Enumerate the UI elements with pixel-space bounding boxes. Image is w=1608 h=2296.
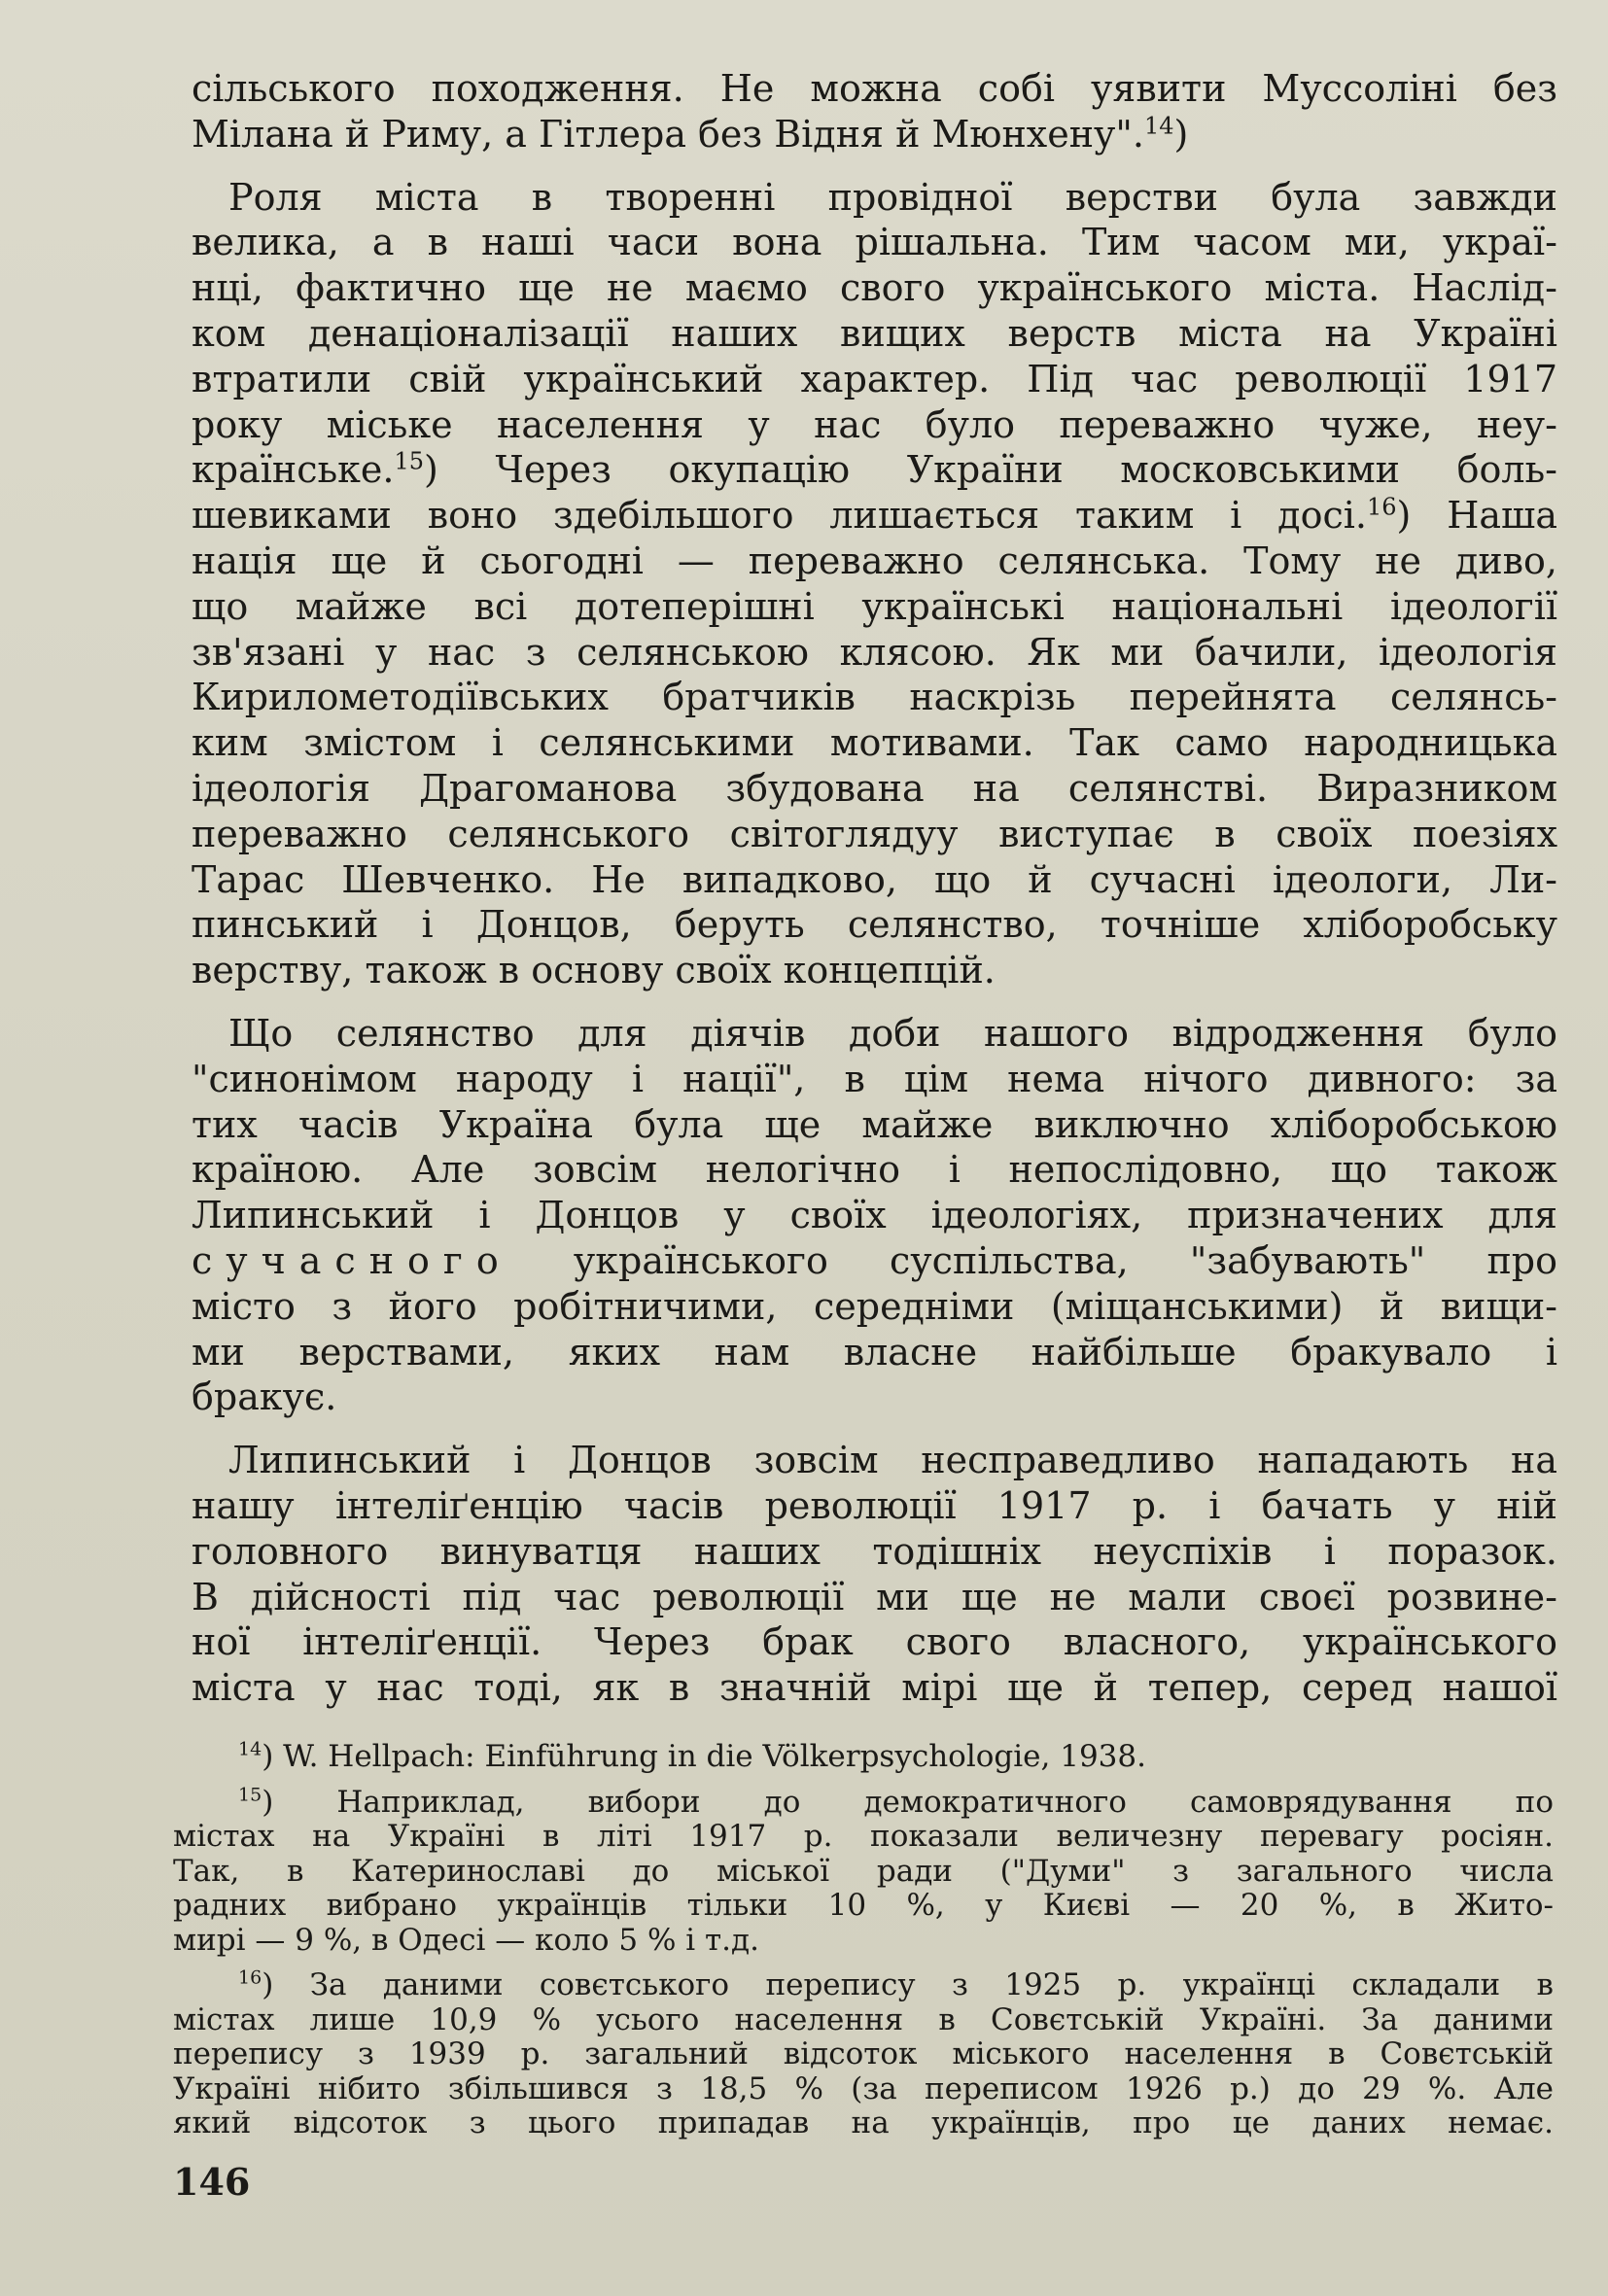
text-line: Мілана й Риму, а Гітлера без Відня й Мюнхену".$^{14}$)	[192, 112, 1189, 156]
footnote-ref: 14	[1143, 112, 1174, 140]
text-line: Липинський і Донцов зовсім несправедливо нападають на	[228, 1439, 1557, 1482]
footnote-ref: 15	[394, 447, 425, 475]
footnote-mark: 16	[238, 1968, 262, 1989]
paragraph-1	[192, 66, 1557, 157]
paragraph-4	[192, 1438, 1557, 1711]
text-line: ким змістом і селянськими мотивами. Так само народницька	[192, 721, 1557, 765]
text-line: Кирилометодіївських братчиків наскрізь перейнята селянсь-	[192, 676, 1557, 719]
text-line: велика, а в наші часи вона рішальна. Тим часом ми, украї-	[192, 221, 1557, 264]
text-line: "синонімом народу і нації", в цім нема нічого дивного: за	[192, 1057, 1557, 1100]
text-line: Роля міста в творенні провідної верстви була завжди	[228, 175, 1557, 219]
paragraph-3	[192, 1011, 1557, 1420]
text-line: втратили свій український характер. Під час революції 1917	[192, 357, 1557, 400]
paragraph-2	[192, 175, 1557, 993]
text-line: ної інтеліґенції. Через брак свого власного, українського	[192, 1620, 1557, 1664]
spaced-word: сучасного	[192, 1238, 512, 1282]
text-line: Що селянство для діячів доби нашого відродження було	[228, 1011, 1557, 1055]
footnote-15	[173, 1786, 1554, 1959]
footnote-line: Україні нібито збільшився з 18,5 % (за переписом 1926 р.) до 29 %. Але	[173, 2071, 1554, 2106]
text-line: нація ще й сьогодні — переважно селянська. Тому не диво,	[192, 539, 1557, 582]
text-line: зв'язані у нас з селянською клясою. Як ми бачили, ідеологія	[192, 630, 1557, 674]
footnote-line: який відсоток з цього припадав на українців, про це даних немає.	[173, 2106, 1554, 2140]
footnote-line: мирі — 9 %, в Одесі — коло 5 % і т.д.	[173, 1923, 759, 1958]
text-line: ідеологія Драгоманова збудована на селянстві. Виразником	[192, 766, 1557, 810]
text-line: головного винуватця наших тодішніх неуспіхів і поразок.	[192, 1529, 1557, 1573]
footnote-16	[173, 1968, 1554, 2141]
text-line: ми верствами, яких нам власне найбільше бракувало і	[192, 1330, 1557, 1374]
text-line: бракує.	[192, 1375, 337, 1419]
text-line: В дійсності під час революції ми ще не мали своєї розвине-	[192, 1575, 1557, 1618]
text-line: ком денаціоналізації наших вищих верств міста на Україні	[192, 311, 1557, 355]
text-line: сільського походження. Не можна собі уявити Муссоліні без	[192, 67, 1557, 110]
footnote-line: містах лише 10,9 % усього населення в Совєтській Україні. За даними	[173, 2002, 1554, 2037]
footnote-line: Так, в Катеринославі до міської ради ("Думи" з загального числа	[173, 1854, 1554, 1889]
text-line: нашу інтеліґенцію часів революції 1917 р. і бачать у ній	[192, 1483, 1557, 1527]
text-line: верству, також в основу своїх концепцій.	[192, 949, 996, 992]
footnote-mark: 14	[238, 1740, 262, 1760]
footnote-line: $^{14}$) W. Hellpach: Einführung in die Völkerpsychologie, 1938.	[238, 1740, 1146, 1774]
text-line: шевиками воно здебільшого лишається таким і досі.$^{16}$) Наша	[192, 493, 1557, 538]
page-number: 146	[173, 2160, 251, 2204]
text-line: пинський і Донцов, беруть селянство, точніше хліборобську	[192, 903, 1557, 947]
footnote-line: $^{16}$) За даними совєтського перепису з 1925 р. українці складали в	[238, 1968, 1554, 2002]
footnote-line: $^{15}$) Наприклад, вибори до демократичного самоврядування по	[238, 1785, 1554, 1820]
footnote-line: перепису з 1939 р. загальний відсоток міського населення в Совєтській	[173, 2037, 1554, 2071]
main-text	[192, 66, 1557, 1711]
text-line: переважно селянського світоглядуу виступає в своїх поезіях	[192, 812, 1557, 855]
text-line: сучасного українського суспільства, "забувають" про	[192, 1238, 1557, 1282]
text-line: країною. Але зовсім нелогічно і непослідовно, що також	[192, 1148, 1557, 1192]
footnote-14	[173, 1740, 1554, 1775]
text-line: Тарас Шевченко. Не випадково, що й сучасні ідеологи, Ли-	[192, 857, 1557, 901]
footnote-ref: 16	[1366, 493, 1397, 521]
text-line: міста у нас тоді, як в значній мірі ще й тепер, серед нашої	[192, 1666, 1557, 1710]
footnote-mark: 15	[238, 1785, 262, 1806]
text-line: тих часів Україна була ще майже виключно хліборобською	[192, 1102, 1557, 1146]
text-line: Липинський і Донцов у своїх ідеологіях, призначених для	[192, 1194, 1557, 1237]
text-line: що майже всі дотеперішні українські національні ідеології	[192, 584, 1557, 628]
footnote-line: радних вибрано українців тільки 10 %, у Києві — 20 %, в Жито-	[173, 1889, 1554, 1923]
footnote-line: містах на Україні в літі 1917 р. показали величезну перевагу росіян.	[173, 1820, 1554, 1854]
text-line: року міське населення у нас було переважно чуже, неу-	[192, 402, 1557, 446]
text-line: місто з його робітничими, середніми (міщанськими) й вищи-	[192, 1284, 1557, 1328]
footnotes	[173, 1740, 1554, 2152]
text-line: нці, фактично ще не маємо свого українського міста. Наслід-	[192, 266, 1557, 310]
text-line: країнське.$^{15}$) Через окупацію України московськими боль-	[192, 447, 1557, 492]
